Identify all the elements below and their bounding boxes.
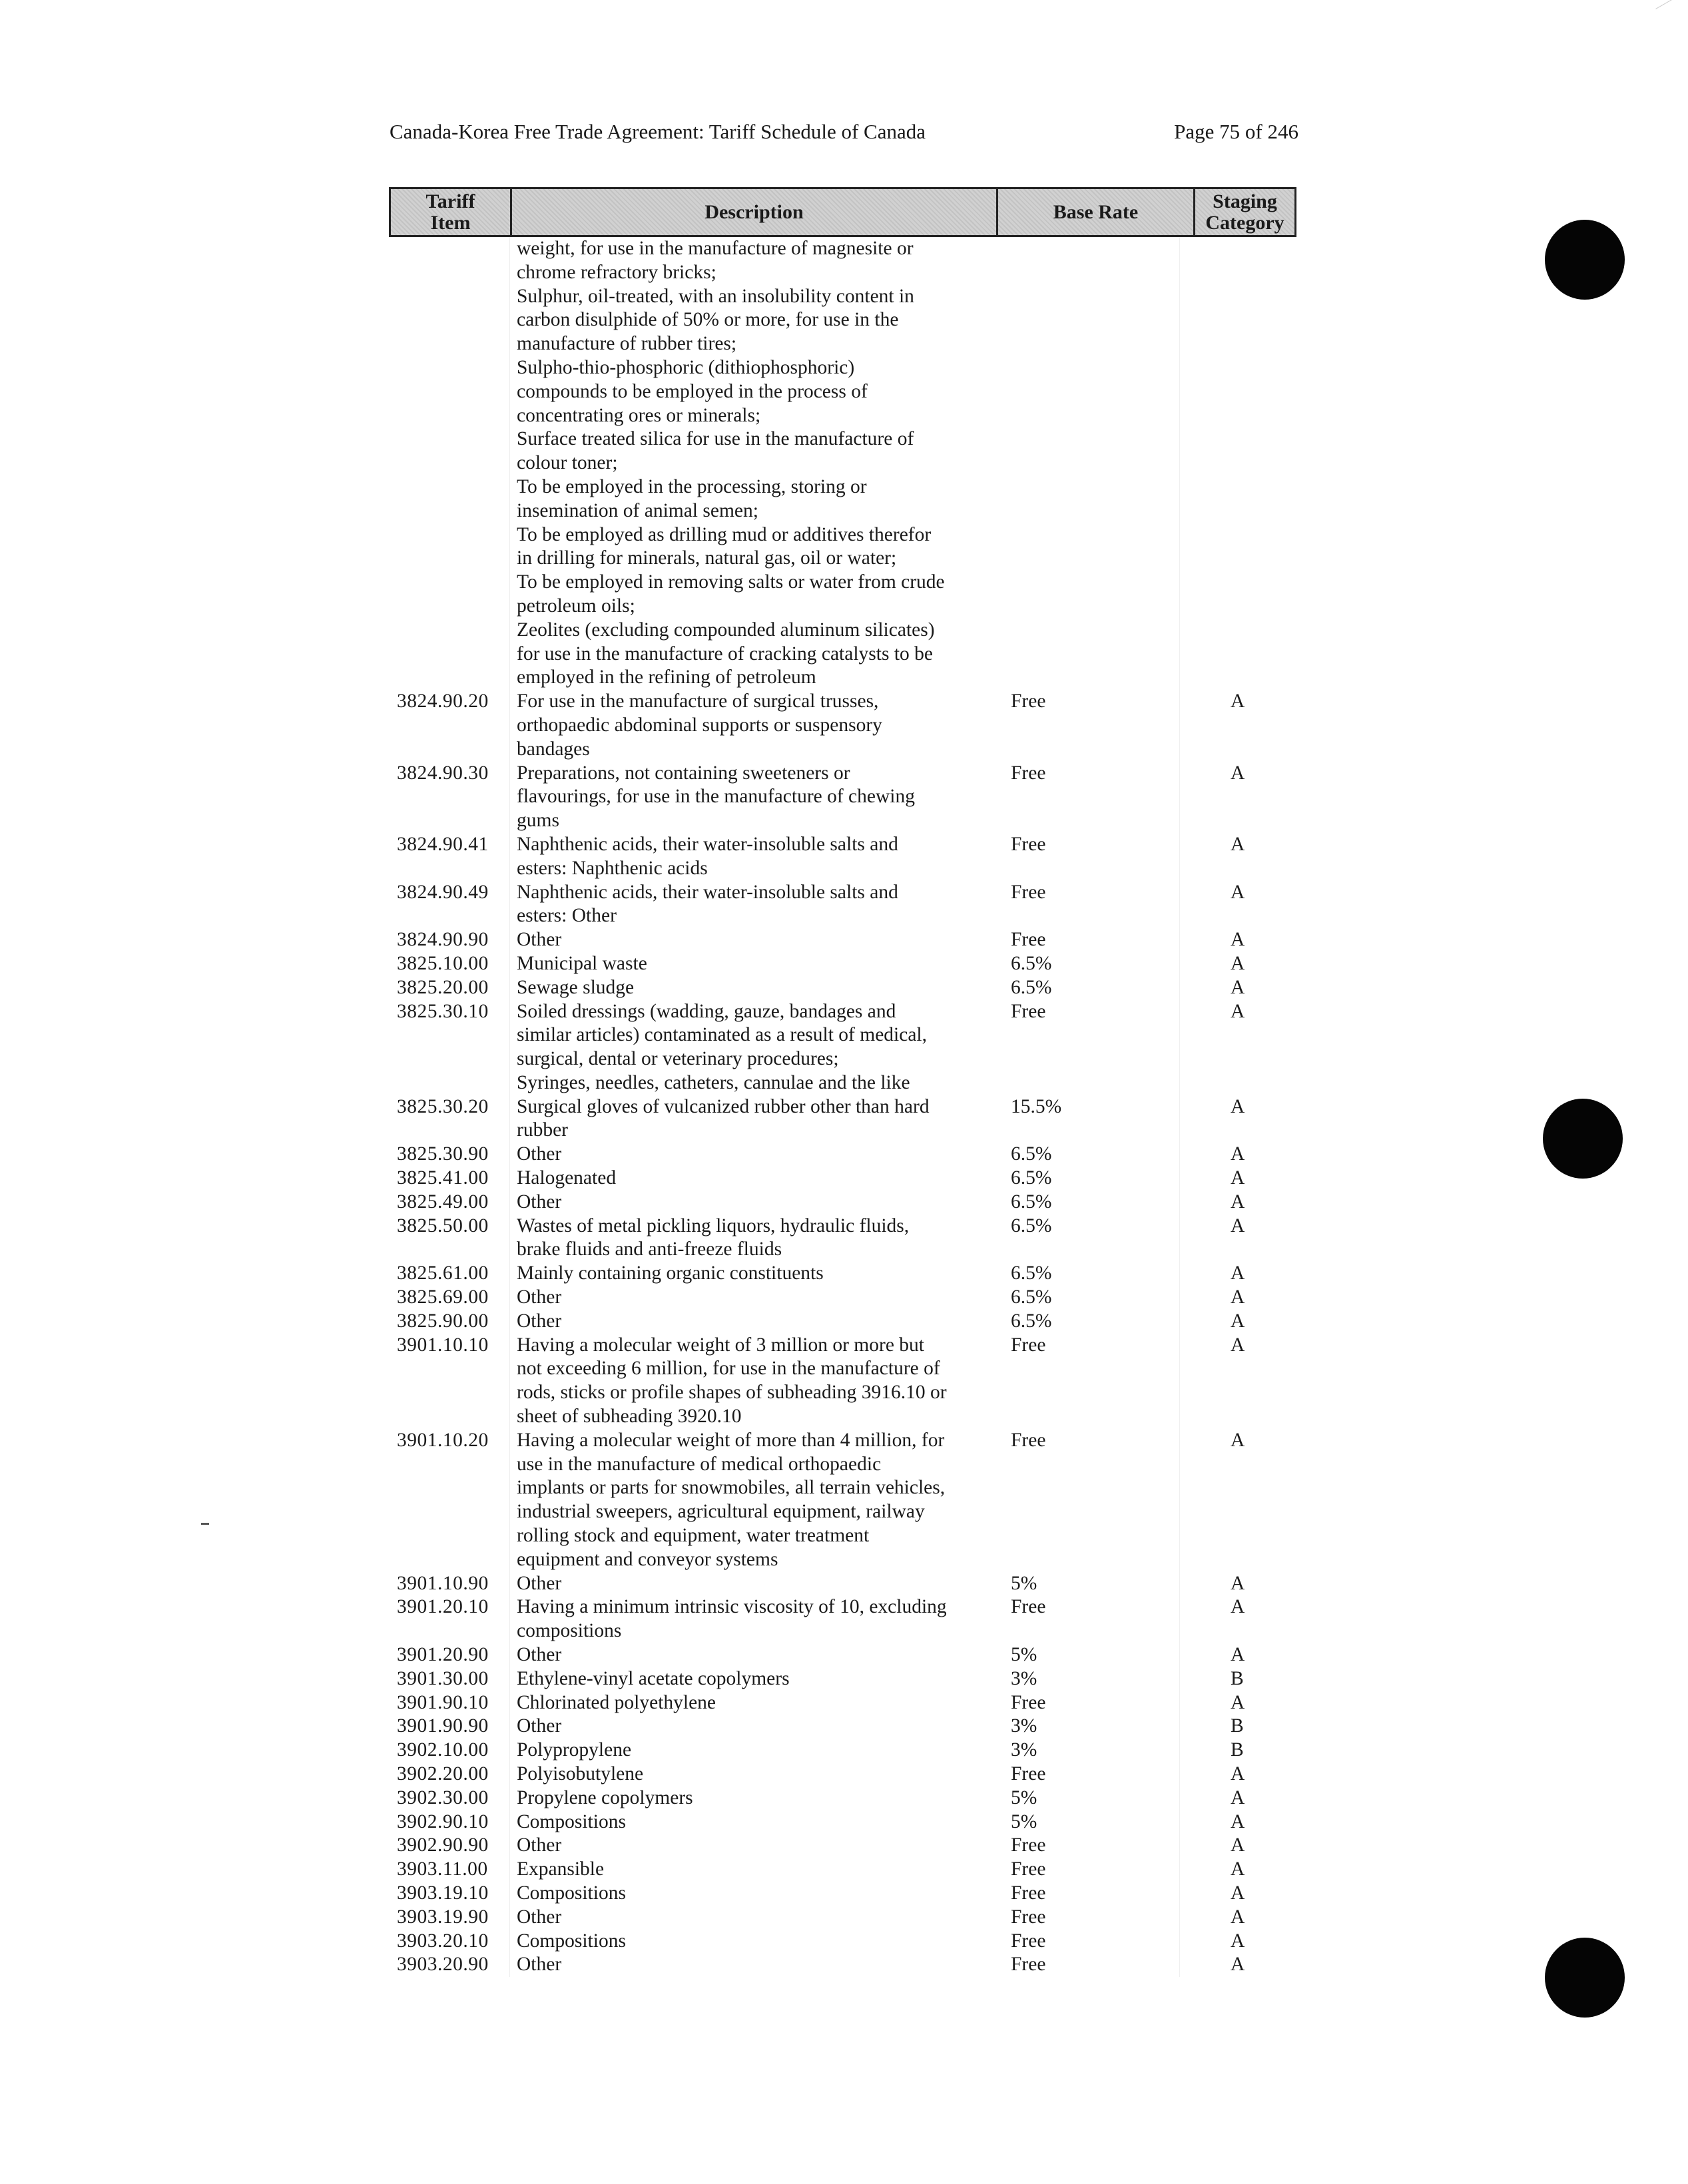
base-rate-cell: 6.5% [1011,1310,1052,1332]
description-line: for use in the manufacture of cracking catalysts to be [517,643,933,665]
tariff-item-code: 3902.90.10 [397,1810,489,1832]
description-line: colour toner; [517,452,618,474]
column-header-description: Description [512,189,998,235]
description-line: compositions [517,1620,622,1642]
staging-category-cell: A [1231,1215,1245,1236]
description-line: For use in the manufacture of surgical trusses, [517,690,879,712]
description-line: Ethylene-vinyl acetate copolymers [517,1667,790,1689]
tariff-item-code: 3825.30.20 [397,1095,489,1117]
punch-hole [1545,1938,1625,2018]
tariff-item-code: 3824.90.20 [397,690,489,712]
description-cell [510,1763,996,1786]
description-line: Other [517,1286,562,1308]
description-line: Surgical gloves of vulcanized rubber other than hard [517,1095,930,1117]
description-line: Sewage sludge [517,976,635,998]
base-rate-cell: Free [1011,833,1046,855]
table-row [389,1143,1296,1167]
base-rate-cell: Free [1011,1882,1046,1904]
tariff-item-code: 3901.10.20 [397,1429,489,1451]
tariff-item-code: 3902.30.00 [397,1786,489,1808]
description-line: Other [517,929,562,951]
description-line: esters: Other [517,905,617,927]
staging-category-cell: A [1231,1786,1245,1808]
table-header [389,187,1296,237]
tariff-item-code: 3901.20.10 [397,1596,489,1618]
tariff-item-code: 3902.90.90 [397,1834,489,1856]
table-row [389,1953,1296,1977]
table-row [389,1715,1296,1739]
tariff-item-code: 3825.41.00 [397,1167,489,1189]
table-row [389,1739,1296,1763]
staging-category-cell: A [1231,690,1245,712]
description-cell [510,928,996,952]
description-line: industrial sweepers, agricultural equipment, railway [517,1501,925,1523]
description-line: concentrating ores or minerals; [517,404,761,426]
description-line: Halogenated [517,1167,617,1189]
tariff-item-code: 3825.30.10 [397,1000,489,1022]
table-row [389,1930,1296,1954]
description-line: Expansible [517,1858,605,1880]
base-rate-cell: 3% [1011,1667,1037,1689]
description-line: weight, for use in the manufacture of magnesite or [517,238,914,259]
description-cell [510,1953,996,1977]
description-line: Compositions [517,1810,626,1832]
tariff-item-code: 3903.20.10 [397,1930,489,1952]
base-rate-cell: Free [1011,1954,1046,1976]
staging-category-cell: A [1231,1286,1245,1308]
description-line: rubber [517,1119,568,1141]
staging-category-cell: A [1231,1596,1245,1618]
staging-category-cell: A [1231,1262,1245,1284]
punch-hole [1543,1099,1623,1179]
staging-category-cell: A [1231,1954,1245,1976]
description-line: Propylene copolymers [517,1786,693,1808]
base-rate-cell: Free [1011,1834,1046,1856]
description-line: Other [517,1572,562,1594]
staging-category-cell: A [1231,1882,1245,1904]
tariff-item-code: 3901.30.00 [397,1667,489,1689]
base-rate-cell: 6.5% [1011,1143,1052,1165]
description-line: Having a molecular weight of 3 million or more but [517,1334,924,1356]
table-row [389,1786,1296,1810]
description-cell [510,1858,996,1882]
base-rate-cell: Free [1011,1906,1046,1928]
base-rate-cell: Free [1011,881,1046,903]
description-cell [510,1215,996,1262]
description-cell [510,1167,996,1191]
tariff-item-code: 3901.20.90 [397,1644,489,1666]
table-row [389,1906,1296,1930]
base-rate-cell: Free [1011,1000,1046,1022]
staging-category-cell: A [1231,1906,1245,1928]
description-line: sheet of subheading 3920.10 [517,1406,742,1428]
description-line: Other [517,1715,562,1737]
description-cell [510,1906,996,1930]
description-line: Compositions [517,1930,626,1952]
table-row [389,1763,1296,1786]
staging-category-cell: A [1231,1310,1245,1332]
description-line: Sulpho-thio-phosphoric (dithiophosphoric) [517,356,855,378]
description-cell [510,1715,996,1739]
description-cell [510,1691,996,1715]
description-cell [510,1334,996,1429]
table-row [389,1262,1296,1286]
table-row [389,1810,1296,1834]
description-line: Preparations, not containing sweeteners or [517,762,850,784]
table-row [389,1095,1296,1143]
table-row [389,1167,1296,1191]
description-cell [510,1643,996,1667]
description-line: Polyisobutylene [517,1763,644,1784]
tariff-item-code: 3901.90.10 [397,1691,489,1713]
description-cell [510,1882,996,1906]
table-row [389,952,1296,976]
tariff-item-code: 3824.90.49 [397,881,489,903]
description-line: Other [517,1644,562,1666]
tariff-item-code [389,237,510,690]
staging-category-cell: A [1231,1429,1245,1451]
scan-artifact [201,1523,209,1525]
description-line: carbon disulphide of 50% or more, for use in the [517,309,899,331]
tariff-item-code: 3903.19.90 [397,1906,489,1928]
base-rate-cell: Free [1011,1858,1046,1880]
tariff-item-code: 3824.90.41 [397,833,489,855]
staging-category-cell: A [1231,1167,1245,1189]
table-row [389,881,1296,929]
tariff-item-code: 3903.19.10 [397,1882,489,1904]
staging-category-cell: A [1231,976,1245,998]
staging-category-cell: A [1231,1810,1245,1832]
description-line: compounds to be employed in the process of [517,380,868,402]
base-rate-cell: 5% [1011,1810,1037,1832]
table-row [389,1286,1296,1310]
description-cell [510,1286,996,1310]
tariff-item-code: 3824.90.90 [397,929,489,951]
description-line: Wastes of metal pickling liquors, hydraulic fluids, [517,1215,910,1236]
description-line: Other [517,1834,562,1856]
tariff-item-code: 3901.10.10 [397,1334,489,1356]
description-cell [510,952,996,976]
description-line: Surface treated silica for use in the manufacture of [517,428,914,450]
tariff-table [389,187,1296,1977]
description-line: gums [517,810,559,832]
staging-category-cell: A [1231,1834,1245,1856]
base-rate-cell: Free [1011,1691,1046,1713]
description-line: esters: Naphthenic acids [517,857,708,879]
table-row [389,1000,1296,1095]
base-rate-cell: 6.5% [1011,952,1052,974]
description-line: Other [517,1310,562,1332]
staging-category-cell: B [1231,1715,1244,1737]
description-line: use in the manufacture of medical orthopaedic [517,1453,882,1475]
tariff-item-code: 3901.90.90 [397,1715,489,1737]
description-cell [510,1000,996,1095]
tariff-item-code: 3902.20.00 [397,1763,489,1784]
column-header-tariff-item: Tariff Item [391,189,512,235]
staging-category-cell: A [1231,1095,1245,1117]
staging-category-cell: A [1231,1691,1245,1713]
staging-category-cell: A [1231,1143,1245,1165]
tariff-item-code: 3825.90.00 [397,1310,489,1332]
description-cell [510,690,996,761]
base-rate-cell: 6.5% [1011,1215,1052,1236]
tariff-item-code: 3825.69.00 [397,1286,489,1308]
description-cell [510,1930,996,1954]
description-line: rolling stock and equipment, water treatment [517,1525,870,1547]
base-rate-cell: Free [1011,762,1046,784]
base-rate-cell: 3% [1011,1715,1037,1737]
base-rate-cell: Free [1011,1429,1046,1451]
staging-category-cell: A [1231,1191,1245,1213]
description-cell [510,881,996,929]
table-row [389,1572,1296,1596]
staging-category-cell: A [1231,881,1245,903]
tariff-item-code: 3825.50.00 [397,1215,489,1236]
punch-hole [1545,220,1625,300]
staging-category-cell: A [1231,1572,1245,1594]
description-cell [510,1810,996,1834]
page-header [390,120,1298,153]
document-title: Canada-Korea Free Trade Agreement: Tariff Schedule of Canada [390,120,926,143]
table-row [389,1191,1296,1215]
table-row [389,1429,1296,1572]
description-line: rods, sticks or profile shapes of subheading 3916.10 or [517,1382,947,1404]
description-line: similar articles) contaminated as a result of medical, [517,1024,927,1046]
description-cell [510,1786,996,1810]
base-rate-cell: 6.5% [1011,976,1052,998]
description-line: Other [517,1191,562,1213]
base-rate-cell: 6.5% [1011,1167,1052,1189]
staging-category-cell: A [1231,1334,1245,1356]
base-rate-cell: Free [1011,1334,1046,1356]
table-row [389,1595,1296,1643]
table-row [389,1834,1296,1858]
staging-category-cell: A [1231,833,1245,855]
description-line: chrome refractory bricks; [517,261,716,283]
description-line: manufacture of rubber tires; [517,333,737,355]
base-rate-cell: 6.5% [1011,1286,1052,1308]
description-line: To be employed in removing salts or water from crude [517,571,945,593]
staging-category-cell: A [1231,1858,1245,1880]
description-line: Syringes, needles, catheters, cannulae and the like [517,1071,910,1093]
staging-category-cell: A [1231,929,1245,951]
description-cell [510,1595,996,1643]
description-line: Soiled dressings (wadding, gauze, bandages and [517,1000,896,1022]
description-line: Having a molecular weight of more than 4 million, for [517,1429,945,1451]
description-cell [510,1572,996,1596]
description-line: Zeolites (excluding compounded aluminum silicates) [517,619,935,641]
description-cell [510,1429,996,1572]
base-rate-cell [996,237,1169,690]
base-rate-cell: 5% [1011,1644,1037,1666]
base-rate-cell: Free [1011,1763,1046,1784]
description-line: equipment and conveyor systems [517,1548,778,1570]
base-rate-cell: 5% [1011,1572,1037,1594]
tariff-item-code: 3825.61.00 [397,1262,489,1284]
table-row [389,1643,1296,1667]
description-line: petroleum oils; [517,595,635,617]
table-row [389,976,1296,1000]
tariff-item-code: 3825.30.90 [397,1143,489,1165]
column-header-base-rate: Base Rate [998,189,1195,235]
column-header-staging-category: Staging Category [1205,190,1284,234]
description-line: Other [517,1906,562,1928]
description-line: Having a minimum intrinsic viscosity of 10, excluding [517,1596,947,1618]
description-line: Compositions [517,1882,626,1904]
description-line: Sulphur, oil-treated, with an insolubility content in [517,285,914,307]
table-row [389,1882,1296,1906]
description-line: brake fluids and anti-freeze fluids [517,1238,782,1260]
base-rate-cell: Free [1011,1596,1046,1618]
description-line: bandages [517,738,590,760]
tariff-item-code: 3903.11.00 [397,1858,488,1880]
table-row [389,833,1296,881]
description-line: Naphthenic acids, their water-insoluble salts and [517,881,898,903]
base-rate-cell: 6.5% [1011,1191,1052,1213]
tariff-item-code: 3824.90.30 [397,762,489,784]
staging-category-cell: B [1231,1667,1244,1689]
description-line: To be employed as drilling mud or additives therefor [517,523,932,545]
description-cell [510,976,996,1000]
base-rate-cell: 15.5% [1011,1095,1062,1117]
staging-category-cell: A [1231,1930,1245,1952]
description-line: Municipal waste [517,952,647,974]
scan-artifact [1655,0,1680,22]
table-body [389,237,1296,1977]
staging-category-cell [1169,237,1296,690]
base-rate-cell: 6.5% [1011,1262,1052,1284]
description-line: in drilling for minerals, natural gas, oil or water; [517,547,897,569]
staging-category-cell: A [1231,1644,1245,1666]
table-row [389,1691,1296,1715]
tariff-item-code: 3903.20.90 [397,1954,489,1976]
description-line: implants or parts for snowmobiles, all terrain vehicles, [517,1477,946,1499]
description-line: flavourings, for use in the manufacture of chewing [517,786,915,808]
description-cell [510,1310,996,1334]
description-line: Polypropylene [517,1739,632,1761]
base-rate-cell: 3% [1011,1739,1037,1761]
staging-category-cell: A [1231,952,1245,974]
table-row [389,1667,1296,1691]
description-cell [510,1262,996,1286]
staging-category-cell: A [1231,1763,1245,1784]
tariff-item-code: 3825.20.00 [397,976,489,998]
description-line: orthopaedic abdominal supports or suspensory [517,714,882,736]
base-rate-cell: Free [1011,1930,1046,1952]
table-row [389,1215,1296,1262]
staging-category-cell: B [1231,1739,1244,1761]
description-line: employed in the refining of petroleum [517,667,816,688]
page-number: Page 75 of 246 [1174,120,1298,143]
description-line: Other [517,1143,562,1165]
description-cell [510,1739,996,1763]
description-line: Naphthenic acids, their water-insoluble salts and [517,833,898,855]
description-cell [510,1191,996,1215]
tariff-item-code: 3825.10.00 [397,952,489,974]
description-cell [510,1667,996,1691]
base-rate-cell: Free [1011,929,1046,951]
staging-category-cell: A [1231,762,1245,784]
description-line: not exceeding 6 million, for use in the manufacture of [517,1358,940,1380]
description-line: To be employed in the processing, storing or [517,475,867,497]
description-cell [510,833,996,881]
tariff-item-code: 3825.49.00 [397,1191,489,1213]
tariff-item-code: 3902.10.00 [397,1739,489,1761]
table-row [389,1310,1296,1334]
table-row [389,237,1296,690]
table-row [389,690,1296,761]
description-line: Other [517,1954,562,1976]
description-line: surgical, dental or veterinary procedures; [517,1048,839,1070]
table-row [389,762,1296,833]
description-cell [510,237,996,690]
staging-category-cell: A [1231,1000,1245,1022]
base-rate-cell: Free [1011,690,1046,712]
table-row [389,1334,1296,1429]
tariff-item-code: 3901.10.90 [397,1572,489,1594]
description-line: insemination of animal semen; [517,499,758,521]
table-row [389,928,1296,952]
description-line: Mainly containing organic constituents [517,1262,824,1284]
description-line: Chlorinated polyethylene [517,1691,716,1713]
table-row [389,1858,1296,1882]
description-cell [510,1834,996,1858]
description-cell [510,762,996,833]
base-rate-cell: 5% [1011,1786,1037,1808]
description-cell [510,1143,996,1167]
description-cell [510,1095,996,1143]
